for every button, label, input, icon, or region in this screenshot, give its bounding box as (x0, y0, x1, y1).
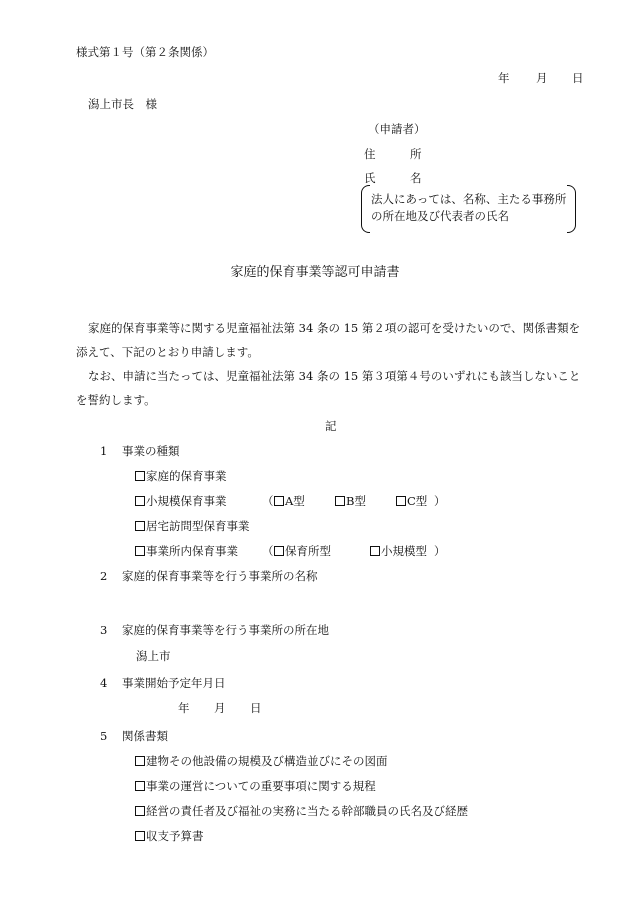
section-3-city: 潟上市 (136, 649, 171, 663)
right-bracket (567, 185, 576, 233)
section-2-number: 2 (100, 569, 108, 583)
checkbox-icon[interactable] (135, 781, 145, 791)
date-year-label: 年 (498, 71, 510, 85)
checkbox-icon[interactable] (135, 471, 145, 481)
jigyosho-paren-open: （ (262, 544, 274, 558)
checkbox-icon[interactable] (370, 546, 380, 556)
checkbox-icon[interactable] (274, 546, 284, 556)
jigyosho-paren-close: ） (434, 544, 446, 558)
shokibo-paren-close: ） (434, 494, 446, 508)
checkbox-icon[interactable] (274, 496, 284, 506)
checkbox-icon[interactable] (396, 496, 406, 506)
option-jigyosho[interactable]: 事業所内保育事業 (135, 543, 238, 559)
corporation-note (361, 185, 576, 233)
address-label: 住 所 (364, 147, 422, 161)
section-1-label: 事業の種類 (122, 444, 180, 458)
checkbox-icon[interactable] (135, 806, 145, 816)
checkbox-icon[interactable] (135, 546, 145, 556)
section-1-number: 1 (100, 444, 108, 458)
doc-operating-rules[interactable]: 事業の運営についての重要事項に関する規程 (135, 778, 376, 794)
checkbox-icon[interactable] (335, 496, 345, 506)
start-month-label: 月 (214, 701, 226, 715)
option-type-c[interactable]: C型 (396, 493, 427, 509)
checkbox-icon[interactable] (135, 756, 145, 766)
corporation-note-line1: 法人にあっては、名称、主たる事務所 (371, 192, 567, 206)
ki-marker: 記 (325, 419, 337, 433)
addressee: 潟上市長 様 (88, 97, 157, 111)
doc-building-plans[interactable]: 建物その他設備の規模及び構造並びにその図面 (135, 753, 388, 769)
option-shokibo-type[interactable]: 小規模型 (370, 543, 427, 559)
body-paragraph-1: 家庭的保育事業等に関する児童福祉法第 34 条の 15 第２項の認可を受けたいので、関係書類を添えて、下記のとおり申請します。 (76, 321, 581, 359)
checkbox-icon[interactable] (135, 831, 145, 841)
name-label: 氏 名 (364, 171, 422, 185)
date-month-label: 月 (536, 71, 548, 85)
section-5-number: 5 (100, 729, 108, 743)
document-title: 家庭的保育事業等認可申請書 (230, 265, 400, 280)
section-4-number: 4 (100, 676, 108, 690)
start-year-label: 年 (178, 701, 190, 715)
checkbox-icon[interactable] (135, 496, 145, 506)
doc-budget[interactable]: 収支予算書 (135, 828, 204, 844)
start-day-label: 日 (250, 701, 262, 715)
shokibo-paren-open: （ (262, 494, 274, 508)
form-number: 様式第１号（第２条関係） (76, 45, 214, 59)
section-4-label: 事業開始予定年月日 (122, 676, 226, 690)
corporation-note-text (371, 191, 566, 225)
corporation-note-line2: の所在地及び代表者の氏名 (371, 209, 509, 223)
option-hoikusho-type[interactable]: 保育所型 (274, 543, 331, 559)
left-bracket (361, 185, 370, 233)
option-kateiteki[interactable]: 家庭的保育事業 (135, 468, 227, 484)
section-5-label: 関係書類 (122, 729, 168, 743)
applicant-heading: （申請者） (368, 122, 426, 136)
option-shokibo[interactable]: 小規模保育事業 (135, 493, 227, 509)
checkbox-icon[interactable] (135, 521, 145, 531)
doc-staff-history[interactable]: 経営の責任者及び福祉の実務に当たる幹部職員の氏名及び経歴 (135, 803, 468, 819)
date-day-label: 日 (572, 71, 584, 85)
section-3-label: 家庭的保育事業等を行う事業所の所在地 (122, 623, 329, 637)
option-type-b[interactable]: B型 (335, 493, 366, 509)
section-2-label: 家庭的保育事業等を行う事業所の名称 (122, 569, 318, 583)
option-type-a[interactable]: A型 (274, 493, 305, 509)
section-3-number: 3 (100, 623, 108, 637)
option-kyotaku[interactable]: 居宅訪問型保育事業 (135, 518, 250, 534)
body-paragraph-2: なお、申請に当たっては、児童福祉法第 34 条の 15 第３項第４号のいずれにも該当しないことを誓約します。 (76, 369, 581, 407)
